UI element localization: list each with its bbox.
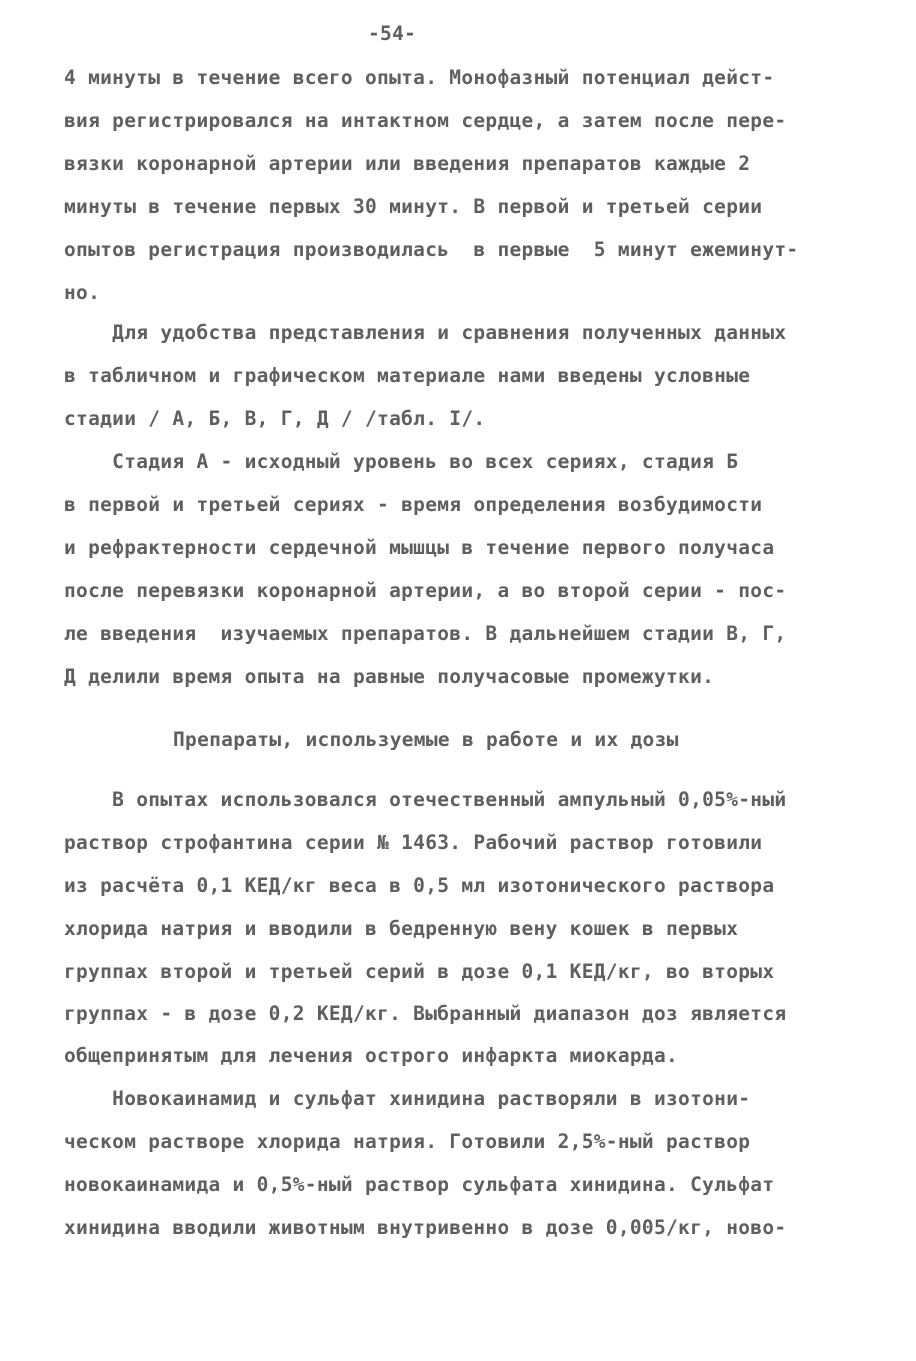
- text-line: после перевязки коронарной артерии, а во второй серии - пос-: [64, 579, 787, 602]
- text-line: ле введения изучаемых препаратов. В дальнейшем стадии В, Г,: [64, 622, 787, 645]
- text-line: общепринятым для лечения острого инфаркта миокарда.: [64, 1044, 679, 1067]
- text-line: ческом растворе хлорида натрия. Готовили 2,5%-ный раствор: [64, 1130, 751, 1153]
- text-line: вязки коронарной артерии или введения препаратов каждые 2: [64, 152, 751, 175]
- text-line: Стадия А - исходный уровень во всех сериях, стадия Б: [64, 450, 739, 473]
- text-line: группах второй и третьей серий в дозе 0,1 КЕД/кг, во вторых: [64, 960, 775, 983]
- text-line: В опытах использовался отечественный ампульный 0,05%-ный: [64, 788, 787, 811]
- text-line: опытов регистрация производилась в первые 5 минут ежеминут-: [64, 238, 799, 261]
- text-line: Новокаинамид и сульфат хинидина растворяли в изотони-: [64, 1087, 751, 1110]
- text-line: из расчёта 0,1 КЕД/кг веса в 0,5 мл изотонического раствора: [64, 874, 775, 897]
- text-line: хлорида натрия и вводили в бедренную вену кошек в первых: [64, 917, 739, 940]
- text-line: вия регистрировался на интактном сердце, а затем после пере-: [64, 109, 787, 132]
- text-line: но.: [64, 281, 101, 304]
- text-line: Для удобства представления и сравнения полученных данных: [64, 321, 787, 344]
- text-line: 4 минуты в течение всего опыта. Монофазный потенциал дейст-: [64, 66, 775, 89]
- text-line: группах - в дозе 0,2 КЕД/кг. Выбранный диапазон доз является: [64, 1002, 787, 1025]
- section-heading: Препараты, используемые в работе и их дозы: [173, 728, 679, 751]
- text-line: хинидина вводили животным внутривенно в дозе 0,005/кг, ново-: [64, 1216, 787, 1239]
- text-line: в первой и третьей сериях - время определения возбудимости: [64, 493, 763, 516]
- text-line: новокаинамида и 0,5%-ный раствор сульфата хинидина. Сульфат: [64, 1173, 775, 1196]
- text-line: стадии / А, Б, В, Г, Д / /табл. I/.: [64, 407, 486, 430]
- text-line: и рефрактерности сердечной мышцы в течение первого получаса: [64, 536, 775, 559]
- text-line: в табличном и графическом материале нами введены условные: [64, 364, 751, 387]
- text-line: раствор строфантина серии № 1463. Рабочий раствор готовили: [64, 831, 763, 854]
- text-line: минуты в течение первых 30 минут. В первой и третьей серии: [64, 195, 763, 218]
- text-line: Д делили время опыта на равные получасовые промежутки.: [64, 665, 715, 688]
- page-number: -54-: [368, 22, 417, 45]
